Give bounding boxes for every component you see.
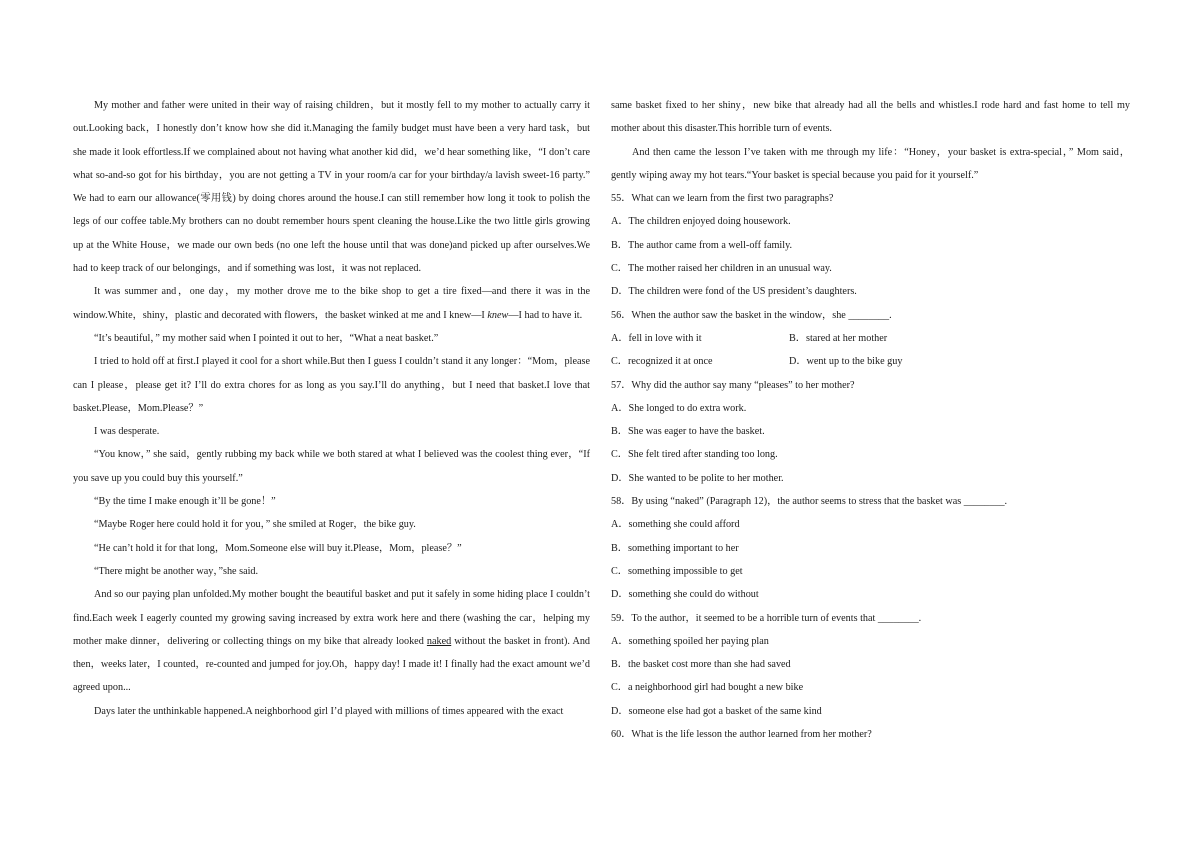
passage-paragraph: I was desperate. xyxy=(94,426,160,438)
passage-paragraph: “He can’t hold it for that long，Mom.Someone else will buy it.Please，Mom，please？” xyxy=(94,542,462,554)
question-stem: 56．When the author saw the basket in the window，she ________. xyxy=(611,309,892,321)
answer-option: B．something important to her xyxy=(611,542,739,554)
answer-option: B．stared at her mother xyxy=(789,332,888,344)
question-block xyxy=(611,607,1130,723)
passage-paragraph: And so our paying plan unfolded.My mother bought the beautiful basket and put it safely in some hiding place I couldn’t find.Each week I eagerly counted my growing saving increased by extra work here and there (washing the car，helping my mother make dinner，delivering or collecting things on my bike that already looked naked without the basket in front). And then，weeks later，I counted，re-counted and jumped for joy.Oh，happy day! I made it! I finally had the exact amount we’d agreed upon... xyxy=(73,589,591,694)
answer-option: C．recognized it at once xyxy=(611,356,713,368)
passage-paragraph: “You know，” she said，gently rubbing my back while we both stared at what I believed was the coolest thing ever，“If you save up you could buy this yourself.” xyxy=(73,449,590,484)
passage-paragraph: “There might be another way，”she said. xyxy=(94,565,259,577)
answer-option: C．a neighborhood girl had bought a new bike xyxy=(611,682,804,694)
answer-option: A．something spoiled her paying plan xyxy=(611,635,769,647)
answer-option: D．something she could do without xyxy=(611,589,759,601)
passage-paragraph: “Maybe Roger here could hold it for you，” she smiled at Roger，the bike guy. xyxy=(94,519,416,531)
answer-option: D．She wanted to be polite to her mother. xyxy=(611,472,784,484)
question-list xyxy=(611,187,1130,746)
answer-option: B．The author came from a well-off family. xyxy=(611,239,793,251)
answer-option: A．fell in love with it xyxy=(611,332,702,344)
answer-option: C．The mother raised her children in an unusual way. xyxy=(611,263,832,275)
question-block xyxy=(611,304,1130,374)
answer-option-row xyxy=(611,327,1130,350)
answer-option: D．someone else had got a basket of the same kind xyxy=(611,705,822,717)
question-stem: 59．To the author，it seemed to be a horrible turn of events that ________. xyxy=(611,612,922,624)
question-stem: 55．What can we learn from the first two paragraphs? xyxy=(611,193,834,205)
answer-option: B．the basket cost more than she had saved xyxy=(611,659,791,671)
question-stem: 57．Why did the author say many “pleases” to her mother? xyxy=(611,379,855,391)
passage-paragraph: Days later the unthinkable happened.A neighborhood girl I’d played with millions of times appeared with the exact xyxy=(94,705,564,717)
reading-passage-column xyxy=(73,94,590,723)
question-block xyxy=(611,490,1130,606)
question-block xyxy=(611,374,1130,490)
answer-option-row xyxy=(611,350,1130,373)
answer-option: D．The children were fond of the US president’s daughters. xyxy=(611,286,857,298)
passage-paragraph: My mother and father were united in their way of raising children，but it mostly fell to my mother to actually carry it out.Looking back，I honestly don’t know how she did it.Managing the family budget must have been a very hard task，but she made it look effortless.If we complained about not having what another kid did，we’d hear something like，“I don’t care what so-and-so got for his birthday，you are not getting a TV in your room/a car for your birthday/a lavish sweet-16 party.” We had to earn our allowance(零用钱) by doing chores around the house.I can still remember how long it took to polish the legs of our coffee table.My brothers can no doubt remember hours spent cleaning the house.Like the two little girls growing up at the White House，we made our own beds (no one left the house until that was done)and picked up after ourselves.We had to keep track of our belongings，and if something was lost，it was not replaced. xyxy=(73,100,590,275)
answer-option: A．The children enjoyed doing housework. xyxy=(611,216,791,228)
emphasized-word: knew xyxy=(487,309,509,321)
answer-option: A．something she could afford xyxy=(611,519,740,531)
passage-paragraph: It was summer and，one day，my mother drove me to the bike shop to get a tire fixed—and there it was in the window.White，shiny，plastic and decorated with flowers，the basket winked at me and I knew—I knew—I had to have it. xyxy=(73,286,590,321)
answer-option: C．She felt tired after standing too long. xyxy=(611,449,778,461)
passage-paragraph: “By the time I make enough it’ll be gone！” xyxy=(94,496,276,508)
passage-continuation: same basket fixed to her shiny，new bike that already had all the bells and whistles.I rode hard and fast home to tell my mother about this disaster.This horrible turn of events. xyxy=(611,100,1130,135)
questions-column xyxy=(611,94,1130,746)
underlined-word: naked xyxy=(426,635,452,647)
passage-paragraph: “It’s beautiful，” my mother said when I pointed it out to her，“What a neat basket.” xyxy=(94,332,439,344)
answer-option: C．something impossible to get xyxy=(611,565,743,577)
answer-option: A．She longed to do extra work. xyxy=(611,402,747,414)
answer-option: D．went up to the bike guy xyxy=(789,356,903,368)
question-block xyxy=(611,187,1130,303)
answer-option: B．She was eager to have the basket. xyxy=(611,426,765,438)
question-stem: 58．By using “naked” (Paragraph 12)，the author seems to stress that the basket was ________. xyxy=(611,496,1008,508)
passage-paragraph: I tried to hold off at first.I played it cool for a short while.But then I guess I couldn’t stand it any longer：“Mom，please can I please，please get it? I’ll do extra chores for as long as you say.I’ll do anything，but I need that basket.I love that basket.Please，Mom.Please？” xyxy=(73,356,590,414)
question-stem: 60．What is the life lesson the author learned from her mother? xyxy=(611,729,872,741)
passage-paragraph: And then came the lesson I’ve taken with me through my life：“Honey，your basket is extra-special，” Mom said，gently wiping away my hot tears.“Your basket is special because you paid for it yourself.” xyxy=(611,146,1130,181)
question-block xyxy=(611,723,1130,746)
